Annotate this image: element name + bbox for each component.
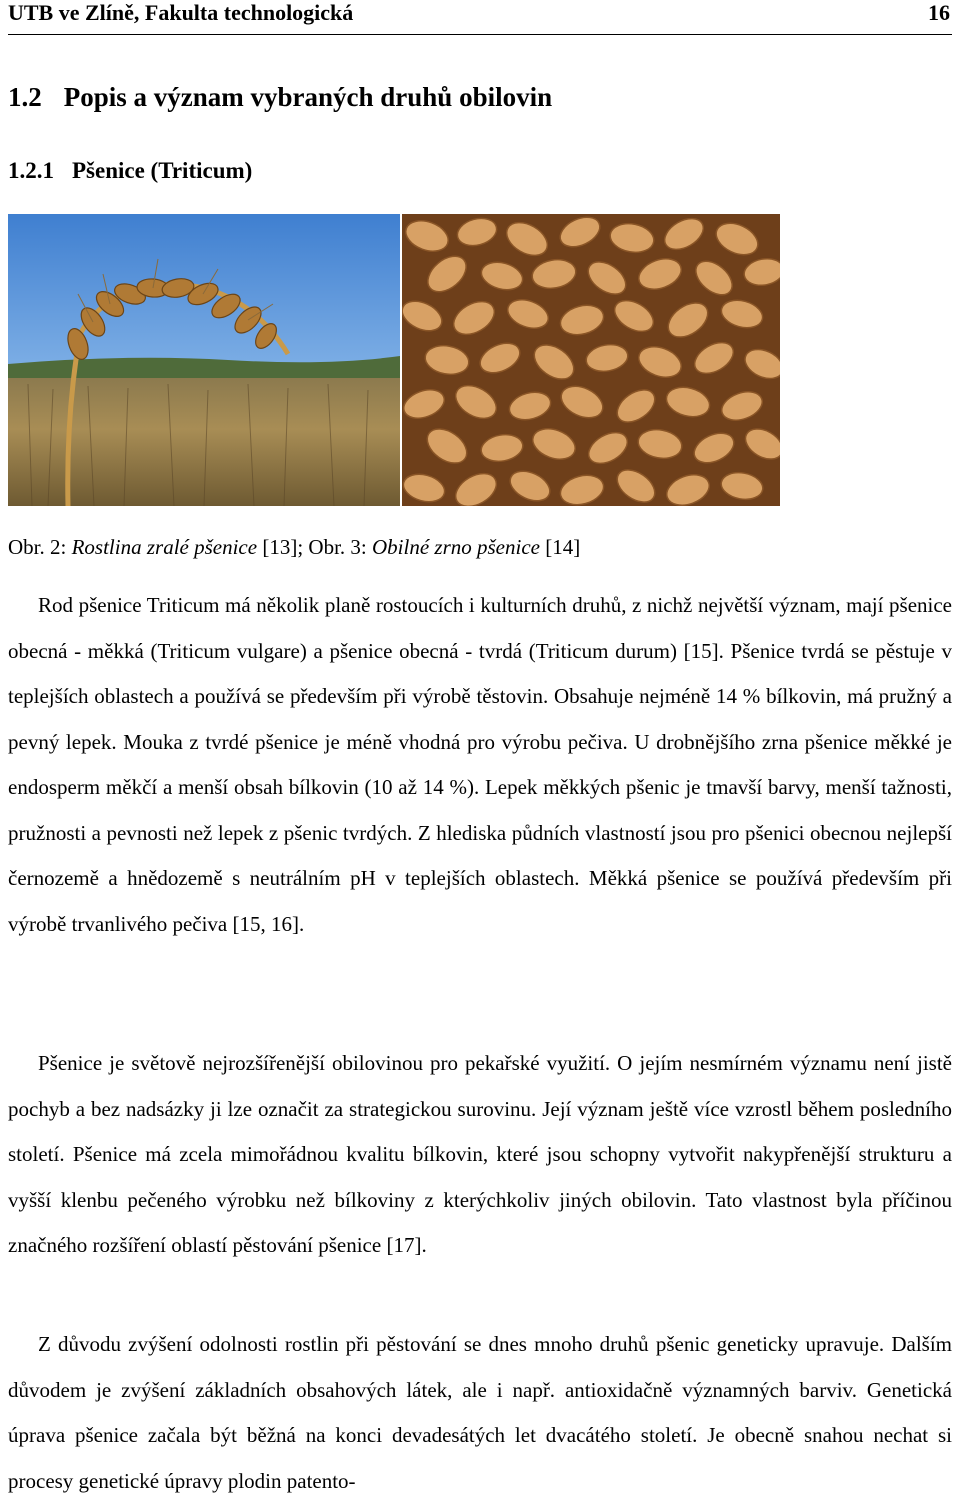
page-header — [8, 0, 952, 35]
wheat-grains-photo — [402, 214, 780, 506]
section-heading — [8, 82, 552, 113]
section-title: Popis a význam vybraných druhů obilovin — [63, 82, 553, 112]
subsection-title: Pšenice (Triticum) — [72, 158, 253, 183]
fig3-title: Obilné zrno pšenice — [372, 535, 540, 559]
fig2-label: Obr. 2: — [8, 535, 72, 559]
subsection-heading — [8, 158, 252, 184]
fig3-label: Obr. 3: — [308, 535, 372, 559]
subsection-number: 1.2.1 — [8, 158, 54, 183]
paragraph-3: Z důvodu zvýšení odolnosti rostlin při pěstování se dnes mnoho druhů pšenic geneticky upravuje. Dalším důvodem je zvýšení základních obsahových látek, ale i např. antioxidačně významných barviv. Genetická úprava pšenice začala být běžná na konci devadesátých let dvacátého století. Je obecně snahou nechat si procesy genetické úpravy plodin patento- — [8, 1332, 952, 1493]
paragraph-2: Pšenice je světově nejrozšířenější obilovinou pro pekařské využití. O jejím nesmírném významu není jistě pochyb a bez nadsázky ji lze označit za strategickou surovinu. Její význam ještě více vzrostl během posledního století. Pšenice má zcela mimořádnou kvalitu bílkovin, které jsou schopny vytvořit nakypřenější strukturu a vyšší klenbu pečeného výrobku než bílkoviny z kterýchkoliv jiných obilovin. Tato vlastnost byla příčinou značného rozšíření oblastí pěstování pšenice [17]. — [8, 1051, 952, 1257]
section-number: 1.2 — [8, 82, 42, 112]
page-number: 16 — [928, 0, 950, 25]
fig3-ref: [14] — [539, 535, 581, 559]
wheat-plant-photo — [8, 214, 400, 506]
fig2-ref: [13]; — [257, 535, 309, 559]
figure-caption — [8, 535, 580, 560]
header-title: UTB ve Zlíně, Fakulta technologická — [8, 0, 354, 25]
paragraph-1: Rod pšenice Triticum má několik planě rostoucích i kulturních druhů, z nichž největší význam, mají pšenice obecná - měkká (Triticum vulgare) a pšenice obecná - tvrdá (Triticum durum) [15]. Pšenice tvrdá se pěstuje v teplejších oblastech a používá se především při výrobě těstovin. Obsahuje nejméně 14 % bílkovin, má pružný a pevný lepek. Mouka z tvrdé pšenice je méně vhodná pro výrobu pečiva. U drobnějšího zrna pšenice měkké je endosperm měkčí a menší obsah bílkovin (10 až 14 %). Lepek měkkých pšenic je tmavší barvy, menší tažnosti, pružnosti a pevnosti než lepek z pšenic tvrdých. Z hlediska půdních vlastností jsou pro pšenici obecnou nejlepší černozemě a hnědozemě s neutrálním pH v teplejších oblastech. Měkká pšenice se používá především při výrobě trvanlivého pečiva [15, 16]. — [8, 593, 952, 936]
fig2-title: Rostlina zralé pšenice — [71, 535, 258, 559]
